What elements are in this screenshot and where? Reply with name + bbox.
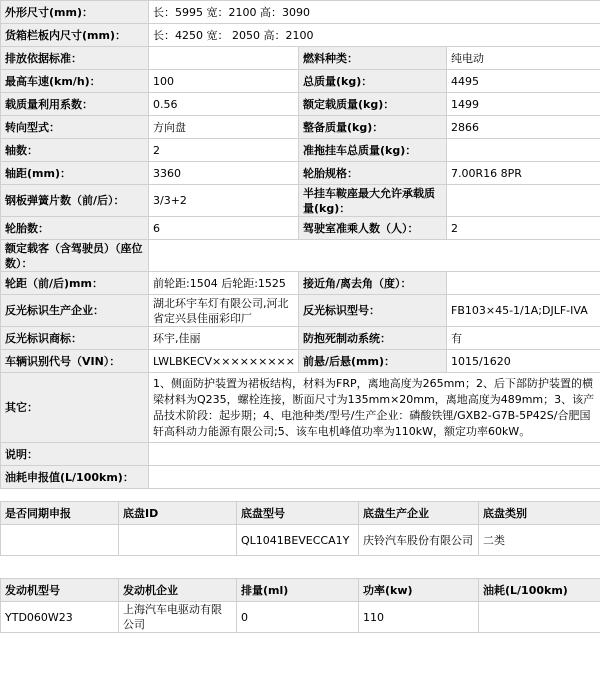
fuel-consumption-value — [149, 466, 600, 489]
total-mass-label: 总质量(kg)： — [299, 70, 447, 93]
engine-cell: YTD060W23 — [1, 602, 119, 633]
abs-value: 有 — [447, 327, 600, 350]
rated-load-value: 1499 — [447, 93, 600, 116]
overhang-value: 1015/1620 — [447, 350, 600, 373]
cargo-dimensions-label: 货箱栏板内尺寸(mm)： — [1, 24, 149, 47]
track-label: 轮距（前/后)mm： — [1, 272, 149, 295]
wheelbase-value: 3360 — [149, 162, 299, 185]
steering-label: 转向型式： — [1, 116, 149, 139]
other-value: 1、侧面防护装置为裙板结构，材料为FRP，离地高度为265mm；2、后下部防护装置的横梁材料为Q235，螺栓连接，断面尺寸为135mm×20mm，离地高度为489mm；3、该产品技术阶段：起步期；4、电池种类/型号/生产企业：磷酸铁锂/GXB2-G7B-5P42S/合肥国轩高科动力能源有限公司;5、该车电机峰值功率为110kW，额定功率60kW。 — [149, 373, 600, 443]
engine-header-row — [1, 579, 600, 602]
spec-row-notes — [1, 443, 600, 466]
reflector-maker-label: 反光标识生产企业： — [1, 295, 149, 327]
curb-mass-value: 2866 — [447, 116, 600, 139]
fuel-consumption-label: 油耗申报值(L/100km)： — [1, 466, 149, 489]
trailer-mass-label: 准拖挂车总质量(kg)： — [299, 139, 447, 162]
track-value: 前轮距:1504 后轮距:1525 — [149, 272, 299, 295]
reflector-model-label: 反光标识型号： — [299, 295, 447, 327]
spec-row-dimensions — [1, 1, 600, 24]
engine-cell: 上海汽车电驱动有限公司 — [119, 602, 237, 633]
passengers-value — [149, 240, 600, 272]
chassis-header-cell: 底盘型号 — [237, 502, 359, 525]
spec-row — [1, 350, 600, 373]
spec-row-cargo-dimensions — [1, 24, 600, 47]
tire-spec-label: 轮胎规格： — [299, 162, 447, 185]
spring-count-value: 3/3+2 — [149, 185, 299, 217]
chassis-cell — [119, 525, 237, 556]
spec-row — [1, 272, 600, 295]
fuel-type-label: 燃料种类： — [299, 47, 447, 70]
saddle-load-value — [447, 185, 600, 217]
engine-cell — [479, 602, 600, 633]
cab-seats-value: 2 — [447, 217, 600, 240]
max-speed-value: 100 — [149, 70, 299, 93]
approach-angle-value — [447, 272, 600, 295]
chassis-data-row — [1, 525, 600, 556]
section-gap — [0, 556, 600, 578]
reflector-brand-value: 环宇,佳丽 — [149, 327, 299, 350]
chassis-header-row — [1, 502, 600, 525]
overhang-label: 前悬/后悬(mm)： — [299, 350, 447, 373]
vin-label: 车辆识别代号（VIN）： — [1, 350, 149, 373]
chassis-cell: QL1041BEVECCA1Y — [237, 525, 359, 556]
dimensions-value: 长：5995 宽：2100 高：3090 — [149, 1, 600, 24]
spec-row — [1, 185, 600, 217]
spec-row — [1, 327, 600, 350]
total-mass-value: 4495 — [447, 70, 600, 93]
fuel-type-value: 纯电动 — [447, 47, 600, 70]
saddle-load-label: 半挂车鞍座最大允许承载质量(kg)： — [299, 185, 447, 217]
engine-header-cell: 发动机型号 — [1, 579, 119, 602]
max-speed-label: 最高车速(km/h)： — [1, 70, 149, 93]
cargo-dimensions-value: 长：4250 宽： 2050 高：2100 — [149, 24, 600, 47]
chassis-cell: 二类 — [479, 525, 600, 556]
reflector-maker-value: 湖北环宇车灯有限公司,河北省定兴县佳丽彩印厂 — [149, 295, 299, 327]
spec-row — [1, 295, 600, 327]
passengers-label: 额定载客（含驾驶员）（座位数）： — [1, 240, 149, 272]
engine-cell: 110 — [359, 602, 479, 633]
rated-load-label: 额定载质量(kg)： — [299, 93, 447, 116]
steering-value: 方向盘 — [149, 116, 299, 139]
notes-label: 说明： — [1, 443, 149, 466]
axles-value: 2 — [149, 139, 299, 162]
axles-label: 轴数： — [1, 139, 149, 162]
tire-spec-value: 7.00R16 8PR — [447, 162, 600, 185]
spec-row — [1, 162, 600, 185]
chassis-cell: 庆铃汽车股份有限公司 — [359, 525, 479, 556]
trailer-mass-value — [447, 139, 600, 162]
spec-row — [1, 47, 600, 70]
chassis-cell — [1, 525, 119, 556]
other-label: 其它： — [1, 373, 149, 443]
cab-seats-label: 驾驶室准乘人数（人）： — [299, 217, 447, 240]
spec-row-passengers — [1, 240, 600, 272]
curb-mass-label: 整备质量(kg)： — [299, 116, 447, 139]
reflector-model-value: FB103×45-1/1A;DJLF-IVA — [447, 295, 600, 327]
reflector-brand-label: 反光标识商标： — [1, 327, 149, 350]
spring-count-label: 钢板弹簧片数（前/后）： — [1, 185, 149, 217]
chassis-header-cell: 底盘类别 — [479, 502, 600, 525]
chassis-header-cell: 是否同期申报 — [1, 502, 119, 525]
tire-count-value: 6 — [149, 217, 299, 240]
wheelbase-label: 轴距(mm)： — [1, 162, 149, 185]
spec-row — [1, 116, 600, 139]
spec-row — [1, 139, 600, 162]
chassis-header-cell: 底盘生产企业 — [359, 502, 479, 525]
vin-value: LWLBKECV××××××××× — [149, 350, 299, 373]
spec-row — [1, 70, 600, 93]
engine-header-cell: 功率(kw) — [359, 579, 479, 602]
engine-header-cell: 排量(ml) — [237, 579, 359, 602]
spec-row — [1, 217, 600, 240]
approach-angle-label: 接近角/离去角（度）： — [299, 272, 447, 295]
load-factor-value: 0.56 — [149, 93, 299, 116]
spec-row-other — [1, 373, 600, 443]
dimensions-label: 外形尺寸(mm)： — [1, 1, 149, 24]
chassis-table — [0, 501, 600, 556]
emission-standard-label: 排放依据标准： — [1, 47, 149, 70]
engine-data-row — [1, 602, 600, 633]
spec-row — [1, 93, 600, 116]
engine-header-cell: 油耗(L/100km) — [479, 579, 600, 602]
tire-count-label: 轮胎数： — [1, 217, 149, 240]
engine-header-cell: 发动机企业 — [119, 579, 237, 602]
chassis-header-cell: 底盘ID — [119, 502, 237, 525]
emission-standard-value — [149, 47, 299, 70]
load-factor-label: 载质量利用系数： — [1, 93, 149, 116]
notes-value — [149, 443, 600, 466]
engine-cell: 0 — [237, 602, 359, 633]
abs-label: 防抱死制动系统： — [299, 327, 447, 350]
section-gap — [0, 489, 600, 501]
spec-row-fuel-consumption — [1, 466, 600, 489]
engine-table — [0, 578, 600, 633]
